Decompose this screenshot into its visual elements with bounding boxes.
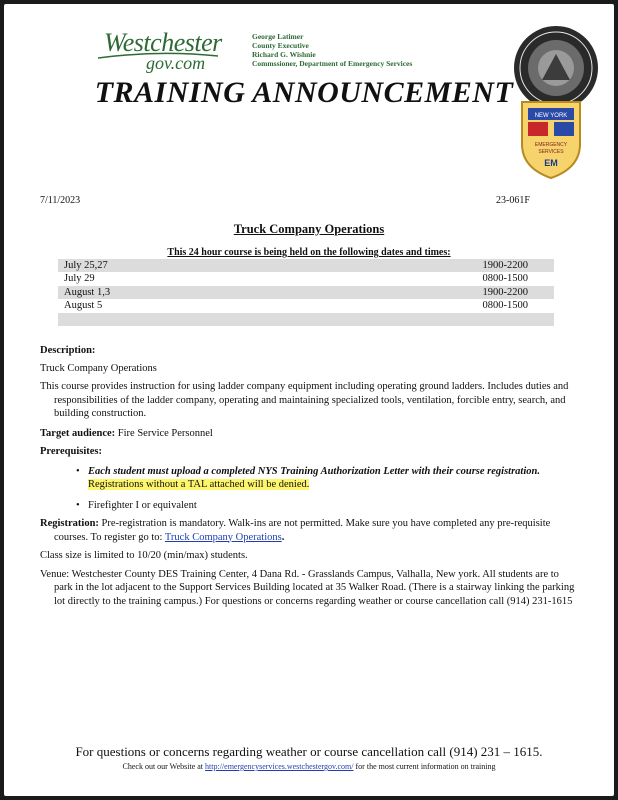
schedule-date: July 29: [64, 273, 95, 285]
prerequisite-tal-warning: Registrations without a TAL attached will be denied.: [88, 479, 310, 490]
page-title: TRAINING ANNOUNCEMENT: [94, 76, 514, 109]
logo-line1: Westchester: [104, 28, 222, 57]
official-line: Commssioner, Department of Emergency Services: [252, 59, 413, 68]
schedule-time: 1900-2200: [482, 286, 528, 298]
official-line: George Latimer: [252, 32, 304, 41]
schedule-row: [58, 259, 554, 272]
announcement-page: [4, 4, 614, 796]
prerequisite-firefighter: Firefighter I or equivalent: [88, 499, 197, 511]
schedule-row: [58, 313, 554, 326]
schedule-heading: This 24 hour course is being held on the following dates and times:: [167, 247, 451, 258]
schedule-row: [58, 272, 554, 285]
schedule-time: 0800-1500: [482, 273, 528, 285]
schedule-time: 1900-2200: [482, 260, 528, 271]
prerequisite-item: [40, 499, 576, 513]
footer-website-post: for the most current information on training: [355, 762, 496, 771]
bullet-icon: •: [76, 465, 80, 477]
officials-block: [252, 32, 412, 68]
prerequisites-label: Prerequisites:: [40, 446, 103, 457]
announcement-body: [40, 344, 576, 608]
schedule-table: [58, 259, 554, 326]
badge-text-services: SERVICES: [538, 149, 564, 155]
footer-website-link[interactable]: http://emergencyservices.westchestergov.com/: [205, 762, 354, 771]
announcement-date: 7/11/2023: [40, 195, 81, 206]
registration-text: Pre-registration is mandatory. Walk-ins are not permitted. Make sure you have completed any pre-requisite courses. To register go to:: [54, 518, 551, 543]
prerequisite-item: [40, 465, 576, 492]
target-audience-value: Fire Service Personnel: [117, 427, 213, 439]
footer-contact: For questions or concerns regarding weather or course cancellation call (914) 231 – 1615.: [75, 744, 543, 759]
logo-line2: gov.com: [146, 53, 206, 73]
badge-text-state: NEW YORK: [534, 113, 568, 119]
registration-label: Registration:: [40, 518, 99, 529]
schedule-date: August 1,3: [64, 286, 111, 298]
description-subtitle: Truck Company Operations: [40, 362, 157, 374]
description-text: This course provides instruction for using ladder company equipment including operating ground ladders. Includes duties and responsibilities of the ladder company, operating and maintaining specialized tools, ventilation, forcible entry, search, and building construction.: [40, 381, 569, 419]
official-line: Richard G. Wishnie: [252, 50, 316, 59]
schedule-row: [58, 299, 554, 312]
footer-website: [4, 762, 614, 771]
class-size: Class size is limited to 10/20 (min/max) students.: [40, 550, 248, 561]
schedule-date: August 5: [64, 300, 103, 312]
course-title: Truck Company Operations: [233, 222, 385, 236]
prerequisite-tal-requirement: Each student must upload a completed NYS Training Authorization Letter with their course registration.: [88, 465, 540, 477]
description-label: Description:: [40, 345, 96, 356]
schedule-date: July 25,27: [64, 260, 108, 271]
schedule-time: 0800-1500: [482, 300, 528, 312]
badge-text-em: EM: [544, 158, 558, 168]
bullet-icon: •: [76, 499, 80, 511]
registration-paragraph: Registration: Pre-registration is mandatory. Walk-ins are not permitted. Make sure you have completed any pre-requisite courses. To register go to: Truck Company Operations.: [40, 518, 551, 543]
emergency-services-badge-icon: [518, 100, 584, 180]
registration-link[interactable]: Truck Company Operations: [164, 531, 282, 543]
official-line: County Executive: [252, 41, 309, 50]
target-audience-label: Target audience:: [40, 427, 116, 439]
westchester-logo: [104, 28, 222, 73]
venue-paragraph: Venue: Westchester County DES Training Center, 4 Dana Rd. - Grasslands Campus, Valhalla, New york. All students are to park in the lot adjacent to the Support Services Building located at 35 Walker Road. (There is a stairway linking the parking lot directly to the training campus.) For questions or concerns regarding weather or course cancellation call (914) 231-1615: [40, 568, 575, 607]
logo-swoosh-icon: [98, 52, 218, 60]
badge-text-emergency: EMERGENCY: [534, 142, 568, 148]
schedule-row: [58, 286, 554, 299]
course-reference-number: 23-061F: [496, 195, 530, 206]
target-audience: [40, 427, 576, 441]
footer-website-pre: Check out our Website at: [122, 762, 204, 771]
